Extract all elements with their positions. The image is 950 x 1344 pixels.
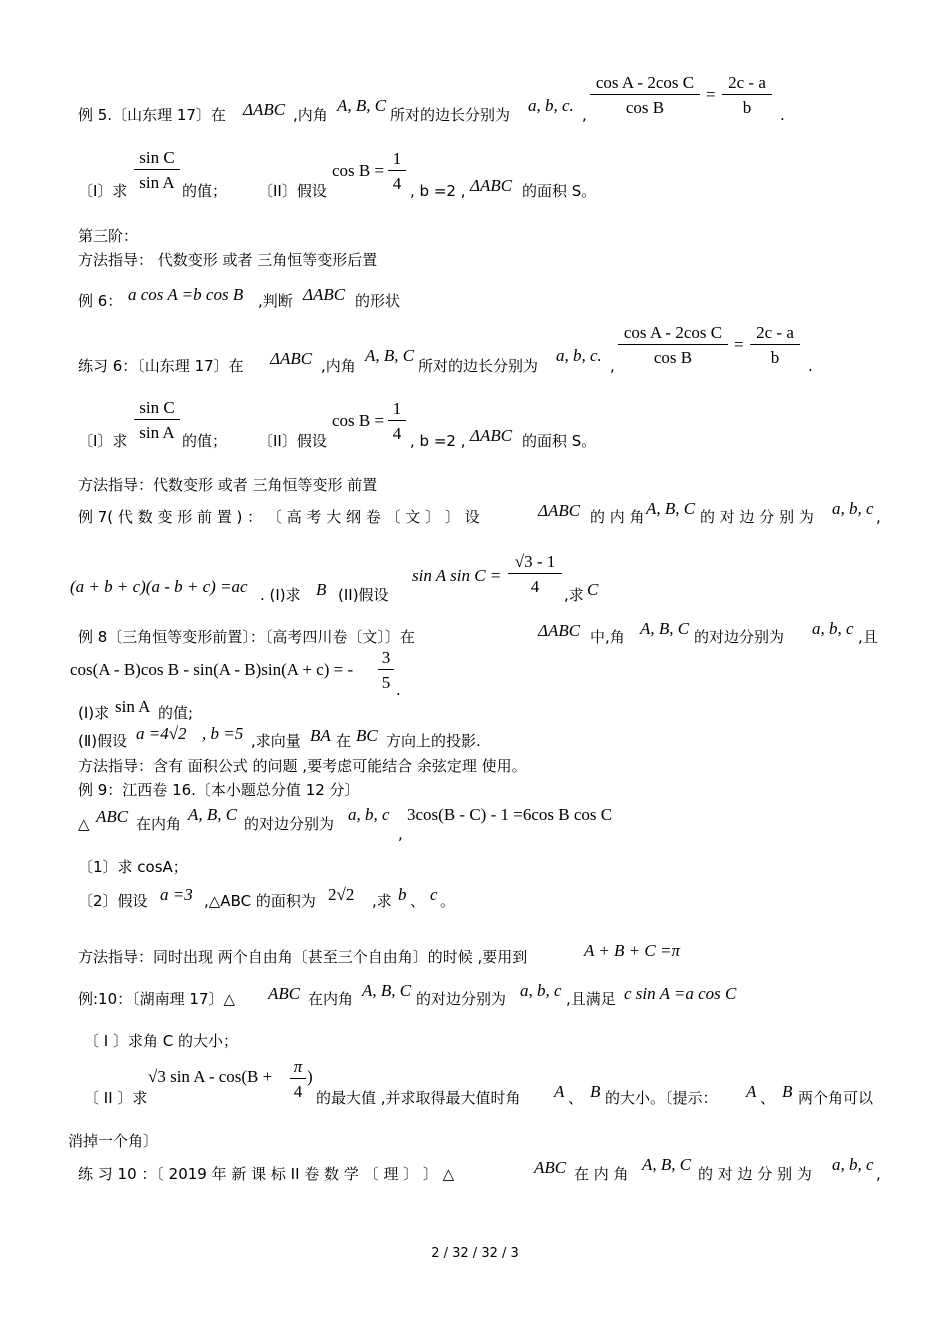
pr10-sides-text: 的 对 边 分 别 为 xyxy=(698,1165,812,1183)
ex9-end: 。 xyxy=(440,892,456,910)
ex8-a-eq: a =4√2 xyxy=(136,724,187,743)
ex10-sep2: 、 xyxy=(760,1089,776,1107)
pr6-cosb: cos B = xyxy=(332,411,385,430)
ex8-fraction: $\frac{3}{5}$ xyxy=(378,648,394,693)
ex10-B: B xyxy=(590,1082,601,1101)
ex8-label: 例 8〔三角恒等变形前置〕：〔高考四川卷〔文〕〕在 xyxy=(78,628,415,646)
ex5-comma: , xyxy=(582,106,587,124)
ex10-sep1: 、 xyxy=(568,1089,584,1107)
ex10-q2d: 两个角可以 xyxy=(798,1089,874,1107)
ex5-q1-value: 的值； xyxy=(182,182,228,200)
pr6-sides: a, b, c. xyxy=(556,346,602,365)
ex9-q2b: ,△ABC 的面积为 xyxy=(204,892,316,910)
ex6-equation: a cos A =b cos B xyxy=(128,285,244,304)
ex5-angles: A, B, C xyxy=(337,96,387,115)
ex8-sides-text: 的对边分别为 xyxy=(694,628,785,646)
ex8-condition: cos(A - B)cos B - sin(A - B)sin(A + c) = - xyxy=(70,660,354,679)
pr6-equals: = xyxy=(734,335,744,354)
ex8-b-eq: , b =5 xyxy=(202,724,244,743)
ex5-cosb-fraction: $\frac{1}{4}$ xyxy=(388,149,406,194)
ex7-label: 例 7( 代 数 变 形 前 置 ) ： 〔 高 考 大 纲 卷 〔 文 〕 〕 设 xyxy=(78,508,480,526)
pr6-comma: , xyxy=(610,357,615,375)
pr6-q2-label: 〔II〕假设 xyxy=(258,432,327,450)
ex9-label: 例 9：江西卷 16.〔本小题总分值 12 分〕 xyxy=(78,781,360,799)
ex8-sides: a, b, c xyxy=(812,619,854,638)
ex8-mid: 中,角 xyxy=(590,628,625,646)
ex5-fraction-left: $\frac{\text{cos A - 2cos C}}{\text{cos B}}$ xyxy=(590,73,700,118)
ex7-part1: . (I)求 xyxy=(260,586,301,604)
pr6-mid: ,内角 xyxy=(321,357,356,375)
ex7-condition: (a + b + c)(a - b + c) =ac xyxy=(70,577,248,596)
guide-4-equation: A + B + C =π xyxy=(584,941,680,960)
ex9-area: 2√2 xyxy=(328,885,355,904)
ex9-separator: 、 xyxy=(410,892,426,910)
ex7-B: B xyxy=(316,580,327,599)
ex9-abc: ABC xyxy=(96,807,129,826)
ex10-q2c: 的大小。〔提示： xyxy=(605,1089,718,1107)
ex10-close-paren: ) xyxy=(307,1067,313,1086)
ex9-condition: 3cos(B - C) - 1 =6cos B cos C xyxy=(407,805,613,824)
ex10-angles: A, B, C xyxy=(362,981,412,1000)
pr10-mid: 在 内 角 xyxy=(574,1165,629,1183)
ex9-q2a: 〔2〕假设 xyxy=(78,892,148,910)
pr6-cosb-fraction: $\frac{1}{4}$ xyxy=(388,399,406,444)
ex8-q1a: (I)求 xyxy=(78,704,110,722)
ex5-b-eq: , b =2 , xyxy=(410,182,466,200)
ex10-mid: 在内角 xyxy=(308,990,354,1008)
ex8-angles: A, B, C xyxy=(640,619,690,638)
ex9-sides: a, b, c xyxy=(348,805,390,824)
ex6-tail: 的形状 xyxy=(355,292,401,310)
ex7-sides-text: 的 对 边 分 别 为 xyxy=(700,508,814,526)
pr6-label: 练习 6：〔山东理 17〕在 xyxy=(78,357,244,375)
ex9-comma: , xyxy=(398,825,403,843)
pr10-sides: a, b, c xyxy=(832,1155,874,1174)
pr10-angles: A, B, C xyxy=(642,1155,692,1174)
ex6-triangle: ΔABC xyxy=(303,285,346,304)
ex5-q1-label: 〔I〕求 xyxy=(78,182,128,200)
ex9-sides-text: 的对边分别为 xyxy=(244,815,335,833)
ex8-q2b: ,求向量 xyxy=(251,732,301,750)
ex10-sides: a, b, c xyxy=(520,981,562,1000)
ex10-q2e: 消掉一个角〕 xyxy=(68,1132,159,1150)
pr6-fraction-right: $\frac{2c - a}{b}$ xyxy=(750,323,800,368)
ex5-area-text: 的面积 S。 xyxy=(522,182,597,200)
ex10-condition: c sin A =a cos C xyxy=(624,984,737,1003)
ex5-triangle: ΔABC xyxy=(243,100,286,119)
ex9-b: b xyxy=(398,885,407,904)
pr6-q1-fraction: $\frac{\text{sin C}}{\text{sin A}}$ xyxy=(134,398,180,443)
ex5-label: 例 5.〔山东理 17〕在 xyxy=(78,106,226,124)
ex7-mid: 的 内 角 xyxy=(590,508,645,526)
ex10-q1: 〔 I 〕求角 C 的大小； xyxy=(84,1032,238,1050)
pr6-q1-label: 〔I〕求 xyxy=(78,432,128,450)
pr6-angles: A, B, C xyxy=(365,346,415,365)
ex5-q1-fraction: $\frac{\text{sin C}}{\text{sin A}}$ xyxy=(134,148,180,193)
stage3-guide: 方法指导： 代数变形 或者 三角恒等变形后置 xyxy=(78,251,378,269)
ex8-vector-BA: BA xyxy=(310,726,331,745)
ex7-fraction: $\frac{√3 - 1}{4}$ xyxy=(508,552,562,597)
ex5-mid: ,内角 xyxy=(293,106,328,124)
ex7-part3: ,求 xyxy=(564,586,584,604)
pr10-comma: , xyxy=(876,1165,881,1183)
ex7-part2: (II)假设 xyxy=(338,586,389,604)
ex9-q1: 〔1〕求 cosA； xyxy=(78,858,188,876)
ex10-abc: ABC xyxy=(268,984,301,1003)
ex8-q2d: 方向上的投影. xyxy=(386,732,481,750)
ex9-a-eq: a =3 xyxy=(160,885,193,904)
pr10-label: 练 习 10 ：〔 2019 年 新 课 标 II 卷 数 学 〔 理 〕 〕 △ xyxy=(78,1165,455,1183)
ex10-A: A xyxy=(554,1082,565,1101)
pr6-q2-triangle: ΔABC xyxy=(470,426,513,445)
pr10-abc: ABC xyxy=(534,1158,567,1177)
ex8-triangle: ΔABC xyxy=(538,621,581,640)
pr6-triangle: ΔABC xyxy=(270,349,313,368)
ex10-tail: ,且满足 xyxy=(566,990,616,1008)
ex5-sides-text: 所对的边长分别为 xyxy=(390,106,511,124)
ex9-c: c xyxy=(430,885,438,904)
ex7-comma: , xyxy=(876,508,881,526)
ex9-triangle-symbol: △ xyxy=(78,815,90,833)
ex10-B2: B xyxy=(782,1082,793,1101)
ex10-pi-fraction: $\frac{\pi}{4}$ xyxy=(290,1057,306,1102)
stage3-title: 第三阶： xyxy=(78,227,139,245)
ex5-sides: a, b, c. xyxy=(528,96,574,115)
ex5-fraction-right: $\frac{2c - a}{b}$ xyxy=(722,73,772,118)
ex6-label: 例 6： xyxy=(78,292,123,310)
pr6-q1-value: 的值； xyxy=(182,432,228,450)
ex7-triangle: ΔABC xyxy=(538,501,581,520)
guide-2: 方法指导：代数变形 或者 三角恒等变形 前置 xyxy=(78,476,378,494)
ex9-mid: 在内角 xyxy=(136,815,182,833)
ex10-q2a: 〔 II 〕求 xyxy=(84,1089,148,1107)
ex5-q2-triangle: ΔABC xyxy=(470,176,513,195)
ex5-cosb: cos B = xyxy=(332,161,385,180)
ex5-equals: = xyxy=(706,85,716,104)
ex8-dot: . xyxy=(396,681,401,699)
ex7-angles: A, B, C xyxy=(646,499,696,518)
ex8-vector-BC: BC xyxy=(356,726,378,745)
pr6-area-text: 的面积 S。 xyxy=(522,432,597,450)
ex8-q2c: 在 xyxy=(336,732,352,750)
ex8-q1b: 的值; xyxy=(158,704,194,722)
pr6-b-eq: , b =2 , xyxy=(410,432,466,450)
ex7-C: C xyxy=(587,580,599,599)
ex7-sin-expression: sin A sin C = xyxy=(412,566,502,585)
pr6-dot: . xyxy=(808,357,813,375)
ex8-tail: ,且 xyxy=(858,628,878,646)
ex10-q2b: 的最大值 ,并求取得最大值时角 xyxy=(316,1089,521,1107)
ex5-q2-label: 〔II〕假设 xyxy=(258,182,327,200)
pr6-fraction-left: $\frac{\text{cos A - 2cos C}}{\text{cos B}}$ xyxy=(618,323,728,368)
pr6-sides-text: 所对的边长分别为 xyxy=(418,357,539,375)
ex10-A2: A xyxy=(746,1082,757,1101)
guide-4-text: 方法指导：同时出现 两个自由角〔甚至三个自由角〕的时候 ,要用到 xyxy=(78,948,528,966)
ex6-mid: ,判断 xyxy=(258,292,293,310)
ex10-expression: √3 sin A - cos(B + xyxy=(148,1067,273,1086)
page-number-footer: 2 / 32 / 32 / 3 xyxy=(431,1246,519,1261)
ex10-sides-text: 的对边分别为 xyxy=(416,990,507,1008)
ex8-sinA: sin A xyxy=(115,697,151,716)
guide-3: 方法指导：含有 面积公式 的问题 ,要考虑可能结合 余弦定理 使用。 xyxy=(78,757,527,775)
ex8-q2a: (Ⅱ)假设 xyxy=(78,732,128,750)
ex9-angles: A, B, C xyxy=(188,805,238,824)
ex10-label: 例:10：〔湖南理 17〕△ xyxy=(78,990,236,1008)
ex5-dot: . xyxy=(780,106,785,124)
ex7-sides: a, b, c xyxy=(832,499,874,518)
ex9-q2c: ,求 xyxy=(372,892,392,910)
